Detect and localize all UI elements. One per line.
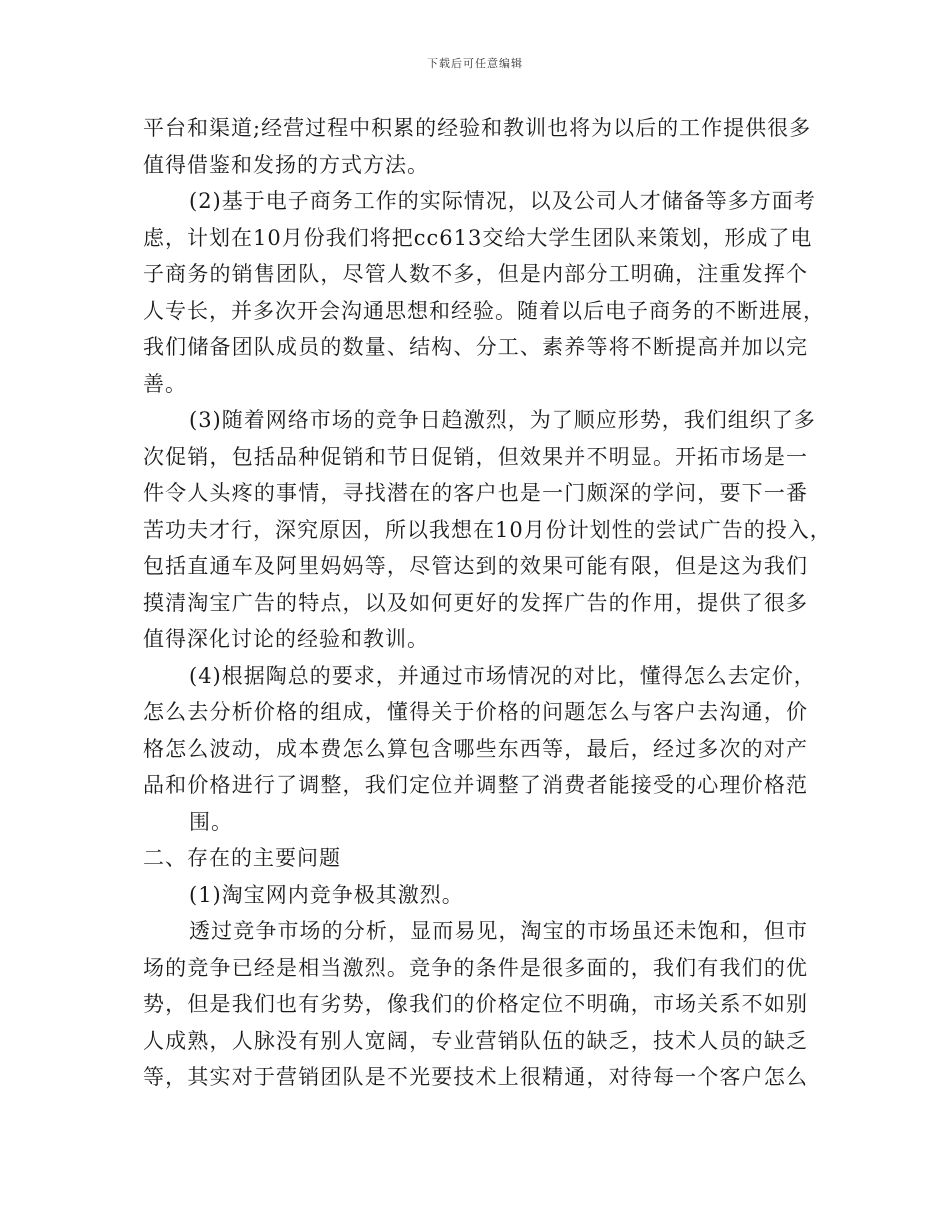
text-line: 场的竞争已经是相当激烈。竞争的条件是很多面的，我们有我们的优 <box>143 955 808 980</box>
text-line: 平台和渠道;经营过程中积累的经验和教训也将为以后的工作提供很多 <box>143 116 812 140</box>
text-line: 善。 <box>143 371 187 396</box>
text-line: 件令人头疼的事情，寻找潜在的客户也是一门颇深的学问，要下一番 <box>143 481 808 505</box>
text-line: 透过竞争市场的分析，显而易见，淘宝的市场虽还未饱和，但市 <box>189 919 808 943</box>
text-line: 人专长，并多次开会沟通思想和经验。随着以后电子商务的不断进展， <box>143 298 825 323</box>
text-line: 围。 <box>189 809 233 834</box>
text-line: 人成熟，人脉没有别人宽阔，专业营销队伍的缺乏，技术人员的缺乏 <box>143 1028 808 1053</box>
text-line: 子商务的销售团队，尽管人数不多，但是内部分工明确，注重发挥个 <box>143 262 808 286</box>
text-line: 虑，计划在10月份我们将把cc613交给大学生团队来策划，形成了电 <box>143 225 813 250</box>
document-body <box>143 110 832 1096</box>
text-line: 包括直通车及阿里妈妈等，尽管达到的效果可能有限，但是这为我们 <box>143 554 808 578</box>
text-line: 苦功夫才行，深究原因，所以我想在10月份计划性的尝试广告的投入， <box>143 517 832 542</box>
text-line: 值得借鉴和发扬的方式方法。 <box>143 152 429 177</box>
text-line: 次促销，包括品种促销和节日促销，但效果并不明显。开拓市场是一 <box>143 444 808 469</box>
page-header: 下载后可任意编辑 <box>427 57 523 70</box>
text-line: 怎么去分析价格的组成，懂得关于价格的问题怎么与客户去沟通，价 <box>143 700 808 724</box>
text-line: (2)基于电子商务工作的实际情况，以及公司人才储备等多方面考 <box>189 189 816 213</box>
text-line: 摸清淘宝广告的特点，以及如何更好的发挥广告的作用，提供了很多 <box>143 590 808 615</box>
text-line: (1)淘宝网内竞争极其激烈。 <box>189 882 464 907</box>
text-line: (4)根据陶总的要求，并通过市场情况的对比，懂得怎么去定价， <box>189 663 816 688</box>
text-line: 等，其实对于营销团队是不光要技术上很精通，对待每一个客户怎么 <box>143 1065 808 1089</box>
text-line: (3)随着网络市场的竞争日趋激烈，为了顺应形势，我们组织了多 <box>189 408 816 432</box>
text-line: 值得深化讨论的经验和教训。 <box>143 627 429 651</box>
text-line: 我们储备团队成员的数量、结构、分工、素养等将不断提高并加以完 <box>143 335 808 359</box>
text-line: 势，但是我们也有劣势，像我们的价格定位不明确，市场关系不如别 <box>143 992 808 1016</box>
text-line: 二、存在的主要问题 <box>143 846 341 870</box>
text-line: 品和价格进行了调整，我们定位并调整了消费者能接受的心理价格范 <box>143 773 808 797</box>
text-line: 格怎么波动，成本费怎么算包含哪些东西等，最后，经过多次的对产 <box>143 736 808 761</box>
